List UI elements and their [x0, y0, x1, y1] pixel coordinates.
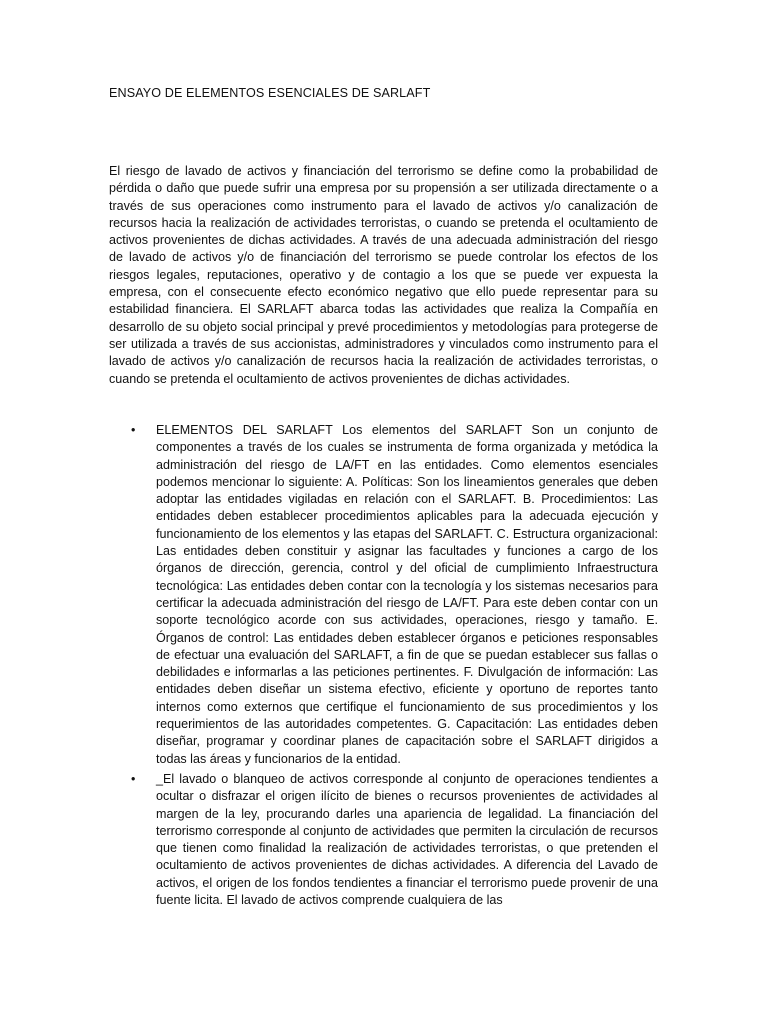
bullet-icon: •	[131, 771, 136, 786]
intro-paragraph: El riesgo de lavado de activos y financiación del terrorismo se define como la probabilidad de pérdida o daño que puede sufrir una empresa por su propensión a ser utilizada directamente o a través de sus operaciones como instrumento para el lavado de activos y/o canalización de recursos hacia la realización de actividades terroristas, o cuando se pretenda el ocultamiento de activos provenientes de dichas actividades. A través de una adecuada administración del riesgo de lavado de activos y/o de financiación del terrorismo se puede controlar los efectos de los riesgos legales, reputaciones, operativo y de contagio a los que se puede ver expuesta la empresa, con el consecuente efecto económico negativo que ello puede representar para su estabilidad financiera. El SARLAFT abarca todas las actividades que realiza la Compañía en desarrollo de su objeto social principal y prevé procedimientos y metodologías para protegerse de ser utilizada a través de sus accionistas, administradores y vinculados como instrumento para el lavado de activos y/o canalización de recursos hacia la realización de actividades terroristas, o cuando se pretenda el ocultamiento de activos provenientes de dichas actividades.	[109, 164, 658, 386]
bullet-lead-mark: _	[156, 771, 163, 786]
bullet-item-lavado	[109, 771, 658, 909]
bullet-text: ELEMENTOS DEL SARLAFT Los elementos del SARLAFT Son un conjunto de componentes a través de los cuales se instrumenta de forma organizada y metódica la administración del riesgo de LA/FT en las entidades. Como elementos esenciales podemos mencionar lo siguiente: A. Políticas: Son los lineamientos generales que deben adoptar las entidades vigiladas en relación con el SARLAFT. B. Procedimientos: Las entidades deben establecer procedimientos aplicables para la adecuada ejecución y funcionamiento de los elementos y las etapas del SARLAFT. C. Estructura organizacional: Las entidades deben constituir y asignar las facultades y funciones a cargo de los órganos de dirección, gerencia, control y del oficial de cumplimiento Infraestructura tecnológica: Las entidades deben contar con la tecnología y los sistemas necesarios para certificar la adecuada administración del riesgo de LA/FT. Para este deben contar con un soporte tecnológico acorde con sus actividades, operaciones, riesgo y tamaño. E. Órganos de control: Las entidades deben establecer órganos e peticiones responsables de efectuar una evaluación del SARLAFT, a fin de que se puedan establecer sus fallas o debilidades e informarlas a las peticiones pertinentes. F. Divulgación de información: Las entidades deben diseñar un sistema efectivo, eficiente y oportuno de reportes tanto internos como externos que certifique el funcionamiento de sus procedimientos y los requerimientos de las autoridades competentes. G. Capacitación: Las entidades deben diseñar, programar y coordinar planes de capacitación sobre el SARLAFT dirigidos a todas las áreas y funcionarios de la entidad.	[156, 423, 658, 766]
document-title: ENSAYO DE ELEMENTOS ESENCIALES DE SARLAFT	[109, 86, 431, 100]
bullet-text: El lavado o blanqueo de activos corresponde al conjunto de operaciones tendientes a ocultar o disfrazar el origen ilícito de bienes o recursos provenientes de actividades al margen de la ley, procurando darles una apariencia de legalidad. La financiación del terrorismo corresponde al conjunto de actividades que permiten la circulación de recursos que tienen como finalidad la realización de actividades terroristas, o que pretenden el ocultamiento de activos provenientes de dichas actividades. A diferencia del Lavado de activos, el origen de los fondos tendientes a financiar el terrorismo puede provenir de una fuente licita. El lavado de activos comprende cualquiera de las	[156, 771, 658, 908]
bullet-item-elementos	[109, 422, 658, 768]
bullet-icon: •	[131, 423, 136, 437]
bullet-list	[109, 422, 658, 912]
bullet-paragraph	[156, 771, 658, 909]
